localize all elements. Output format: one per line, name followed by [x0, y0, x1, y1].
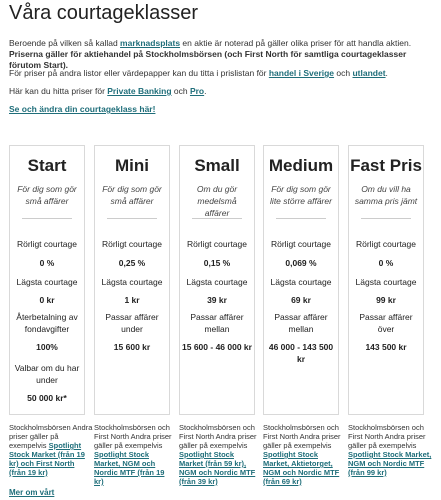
card-divider — [22, 218, 72, 219]
min-label: Lägsta courtage — [16, 277, 78, 287]
note-link[interactable]: Spotlight Stock Market, NGM och Nordic MTF (från 19 kr) — [94, 450, 165, 486]
note-text: Stockholmsbörsen och First North Andra priser gäller på exempelvis — [348, 423, 426, 450]
card-name: Medium — [268, 156, 334, 175]
intro-text: en aktie är noterad på gäller olika priser för att handla aktien. — [180, 38, 412, 48]
card-description: Om du gör medelsmå affärer — [196, 184, 238, 218]
card-divider — [361, 218, 411, 219]
extra1-label: Återbetalning av fondavgifter — [16, 312, 78, 334]
intro-text: Här kan du hitta priser för — [9, 86, 108, 96]
extra2-value: 50 000 kr* — [27, 393, 67, 403]
note-text: Stockholmsbörsen och First North Andra priser gäller på exempelvis — [94, 423, 172, 450]
more-link[interactable]: Mer om vårt — [9, 488, 55, 497]
intro-paragraph-3 — [9, 86, 437, 97]
intro-text: . — [204, 86, 207, 96]
extra1-label: Passar affärer under — [105, 312, 159, 334]
card-description: För dig som gör små affärer — [102, 184, 162, 206]
rc-value: 0 % — [39, 258, 55, 268]
rc-value: 0 % — [378, 258, 394, 268]
intro-text: . — [385, 68, 388, 78]
min-label: Lägsta courtage — [186, 277, 248, 287]
utlandet-link[interactable]: utlandet — [352, 68, 386, 78]
note-link[interactable]: Spotlight Stock Market (från 59 kr), NGM och Nordic MTF (från 39 kr) — [179, 450, 256, 486]
card-divider — [107, 218, 157, 219]
rc-label: Rörligt courtage — [16, 239, 77, 249]
min-value: 99 kr — [376, 295, 396, 305]
rc-value: 0,15 % — [203, 258, 231, 268]
rc-label: Rörligt courtage — [355, 239, 416, 249]
card-description: För dig som gör lite större affärer — [270, 184, 332, 206]
rc-label: Rörligt courtage — [101, 239, 162, 249]
extra1-value: 15 600 kr — [113, 342, 151, 352]
card-name: Mini — [115, 156, 149, 175]
note-text: Stockholmsbörsen Andra priser gäller på exempelvis — [9, 423, 93, 450]
card-note-small — [179, 423, 259, 486]
change-class-link[interactable]: Se och ändra din courtageklass här! — [9, 104, 156, 114]
extra1-value: 143 500 kr — [365, 342, 407, 352]
card-start[interactable] — [9, 145, 85, 415]
card-description: Om du vill ha samma pris jämt — [354, 184, 418, 206]
intro-paragraph-2 — [9, 68, 437, 79]
note-text: Stockholmsbörsen och First North Andra priser gäller på exempelvis — [179, 423, 257, 450]
card-note-medium — [263, 423, 343, 486]
note-link[interactable]: Spotlight Stock Market, NGM och Nordic MTF (från 99 kr) — [348, 450, 432, 477]
rc-label: Rörligt courtage — [270, 239, 331, 249]
card-note-mini — [94, 423, 174, 486]
card-note-fast-pris — [348, 423, 436, 477]
marknadsplats-link[interactable]: marknadsplats — [120, 38, 181, 48]
card-fast-pris[interactable] — [348, 145, 424, 415]
min-value: 1 kr — [124, 295, 140, 305]
card-small[interactable] — [179, 145, 255, 415]
intro-text: och — [171, 86, 190, 96]
intro-paragraph-1 — [9, 38, 437, 71]
note-text: Stockholmsbörsen och First North Andra priser gäller på exempelvis — [263, 423, 341, 450]
card-divider — [192, 218, 242, 219]
intro-paragraph-4 — [9, 104, 437, 115]
card-mini[interactable] — [94, 145, 170, 415]
card-divider — [276, 218, 326, 219]
card-note-start — [9, 423, 93, 477]
min-value: 0 kr — [39, 295, 55, 305]
private-banking-link[interactable]: Private Banking — [107, 86, 172, 96]
rc-value: 0,069 % — [285, 258, 317, 268]
extra1-value: 15 600 - 46 000 kr — [182, 342, 252, 352]
min-value: 69 kr — [291, 295, 311, 305]
min-label: Lägsta courtage — [355, 277, 417, 287]
pro-link[interactable]: Pro — [189, 86, 205, 96]
intro-text: För priser på andra listor eller värdepapper kan du titta i prislistan för — [9, 68, 269, 78]
extra1-value: 100% — [36, 342, 58, 352]
card-description: För dig som gör små affärer — [17, 184, 77, 206]
card-name: Small — [194, 156, 240, 175]
note-link[interactable]: Spotlight Stock Market, Aktietorget, NGM och Nordic MTF (från 69 kr) — [263, 450, 340, 486]
extra1-label: Passar affärer mellan — [274, 312, 328, 334]
extra1-value: 46 000 - 143 500 kr — [268, 342, 334, 364]
intro-text: och — [334, 68, 353, 78]
intro-text: Beroende på vilken så kallad — [9, 38, 121, 48]
handel-sverige-link[interactable]: handel i Sverige — [268, 68, 335, 78]
min-label: Lägsta courtage — [101, 277, 163, 287]
extra1-label: Passar affärer mellan — [190, 312, 244, 334]
min-label: Lägsta courtage — [270, 277, 332, 287]
note-link[interactable]: Spotlight Stock Market (från 19 kr) och First North (från 19 kr) — [9, 441, 85, 477]
rc-value: 0,25 % — [118, 258, 146, 268]
extra1-label: Passar affärer över — [359, 312, 413, 334]
card-name: Fast Pris — [350, 156, 422, 175]
rc-label: Rörligt courtage — [186, 239, 247, 249]
card-name: Start — [27, 156, 67, 175]
min-value: 39 kr — [207, 295, 227, 305]
intro-bold-text: Priserna gäller för aktiehandel på Stockholmsbörsen (och First North för samtliga courtageklasser förutom Start). — [9, 49, 407, 70]
page-title: Våra courtageklasser — [9, 2, 198, 24]
extra2-label: Valbar om du har under — [14, 363, 80, 385]
card-medium[interactable] — [263, 145, 339, 415]
